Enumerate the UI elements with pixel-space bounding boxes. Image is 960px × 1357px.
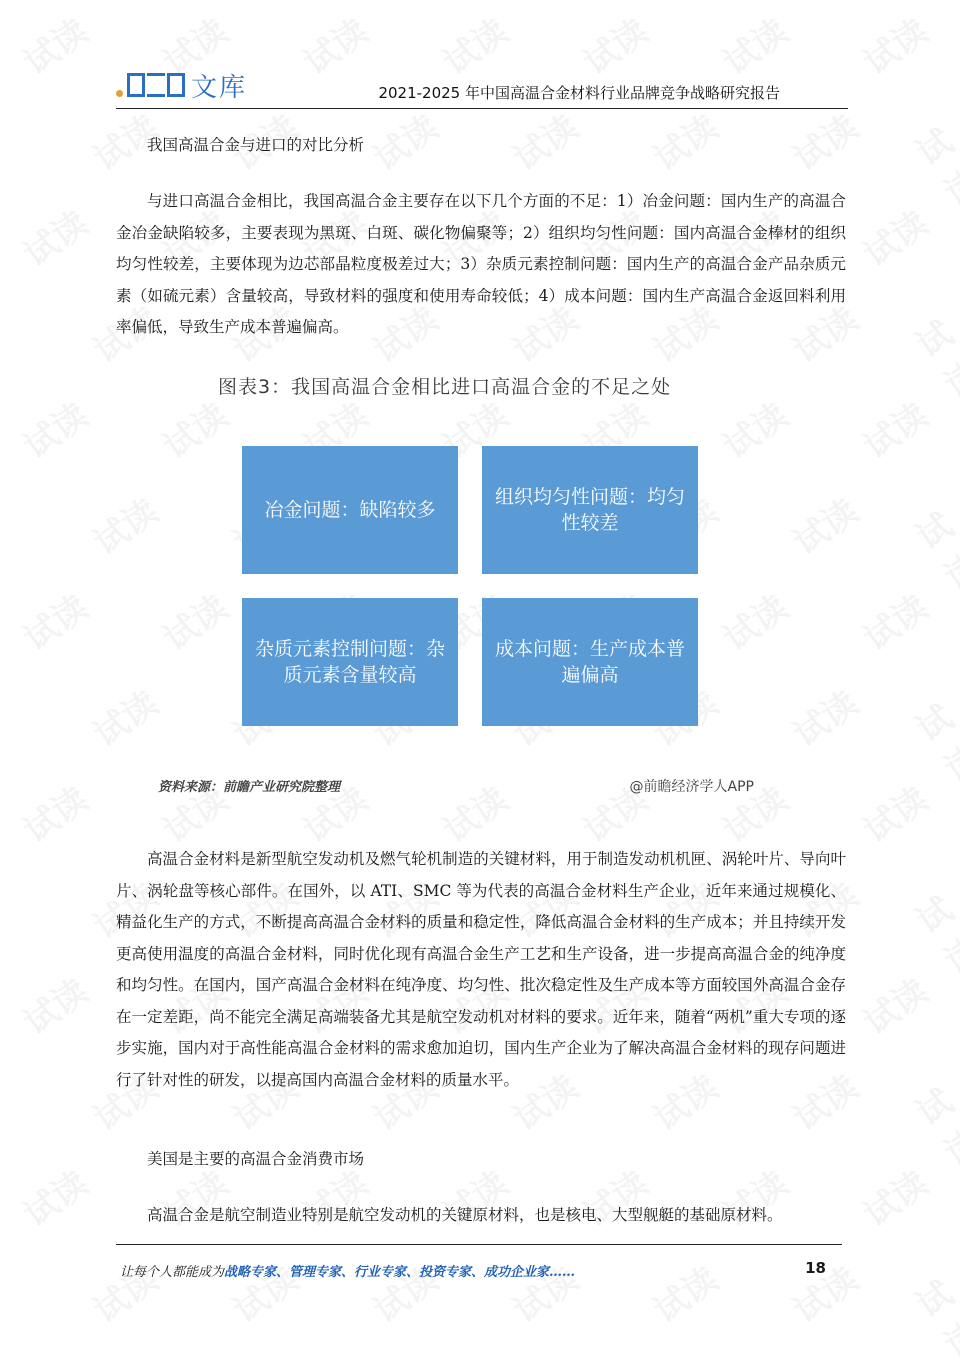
- box-impurity: 杂质元素控制问题：杂质元素含量较高: [242, 598, 458, 726]
- watermark-text: [905, 883, 960, 983]
- watermark-text: [905, 1075, 960, 1175]
- watermark-text: [12, 389, 96, 468]
- document-title: 2021-2025 年中国高温合金材料行业品牌竞争战略研究报告: [378, 84, 780, 102]
- logo-dot-icon: [116, 90, 123, 97]
- page-header: [116, 66, 848, 109]
- figure-title: 图表3：我国高温合金相比进口高温合金的不足之处: [218, 376, 672, 398]
- watermark-text: [905, 307, 960, 407]
- logo-text: 文库: [191, 72, 248, 103]
- watermark-text: [852, 581, 936, 660]
- watermark-text: [12, 197, 96, 276]
- logo-mark-icon: [127, 73, 185, 97]
- watermark-text: [852, 5, 936, 84]
- slogan-prefix: 让每个人都能成为: [120, 1265, 225, 1280]
- box-metallurgy: 冶金问题：缺陷较多: [242, 446, 458, 574]
- watermark-text: [852, 1157, 936, 1236]
- figure-credit: @前瞻经济学人APP: [629, 779, 754, 795]
- watermark-text: [12, 965, 96, 1044]
- watermark-text: [852, 197, 936, 276]
- page-footer: [116, 1244, 842, 1285]
- page-number: 18: [805, 1259, 826, 1277]
- watermark-text: [12, 773, 96, 852]
- slogan-highlight: 战略专家、管理专家、行业专家、投资专家、成功企业家……: [224, 1265, 576, 1280]
- watermark-text: [852, 389, 936, 468]
- comparison-paragraph: 与进口高温合金相比，我国高温合金主要存在以下几个方面的不足：1）冶金问题：国内生产的高温合金冶金缺陷较多，主要表现为黑斑、白斑、碳化物偏聚等；2）组织均匀性问题：国内高温合金棒材的组织均匀性较差，主要体现为边芯部晶粒度极差过大；3）杂质元素控制问题：国内生产的高温合金产品杂质元素（如硫元素）含量较高，导致材料的强度和使用寿命较低；4）成本问题：国内生产高温合金返回料利用率偏低，导致生产成本普遍偏高。: [116, 192, 846, 336]
- section-heading-us-market: 美国是主要的高温合金消费市场: [147, 1150, 365, 1168]
- watermark-text: [852, 773, 936, 852]
- footer-slogan: [120, 1261, 575, 1280]
- box-uniformity: 组织均匀性问题：均匀性较差: [482, 446, 698, 574]
- us-market-paragraph: 高温合金是航空制造业特别是航空发动机的关键原材料，也是核电、大型舰艇的基础原材料。: [147, 1206, 783, 1224]
- watermark-text: [905, 115, 960, 215]
- section-heading-comparison: 我国高温合金与进口的对比分析: [147, 136, 365, 154]
- watermark-text: [905, 1267, 960, 1357]
- watermark-text: [12, 581, 96, 660]
- brand-logo: [116, 66, 247, 104]
- watermark-text: [905, 499, 960, 599]
- watermark-text: [12, 1157, 96, 1236]
- box-cost: 成本问题：生产成本普遍偏高: [482, 598, 698, 726]
- figure-source: 资料来源：前瞻产业研究院整理: [158, 780, 341, 795]
- figure-3: [150, 368, 810, 808]
- watermark-text: [852, 965, 936, 1044]
- watermark-text: [905, 691, 960, 791]
- materials-paragraph: 高温合金材料是新型航空发动机及燃气轮机制造的关键材料，用于制造发动机机匣、涡轮叶片、导向叶片、涡轮盘等核心部件。在国外，以 ATI、SMC 等为代表的高温合金材料生产企业，近年来通过规模化、精益化生产的方式，不断提高高温合金材料的质量和稳定性，降低高温合金材料的生产成本；并且持续开发更高使用温度的高温合金材料，同时优化现有高温合金生产工艺和生产设备，进一步提高高温合金的纯净度和均匀性。在国内，国产高温合金材料在纯净度、均匀性、批次稳定性及生产成本等方面较国外高温合金存在一定差距，尚不能完全满足高端装备尤其是航空发动机对材料的要求。近年来，随着“两机”重大专项的逐步实施，国内对于高性能高温合金材料的需求愈加迫切，国内生产企业为了解决高温合金材料的现存问题进行了针对性的研发，以提高国内高温合金材料的质量水平。: [116, 850, 846, 1089]
- watermark-text: [12, 5, 96, 84]
